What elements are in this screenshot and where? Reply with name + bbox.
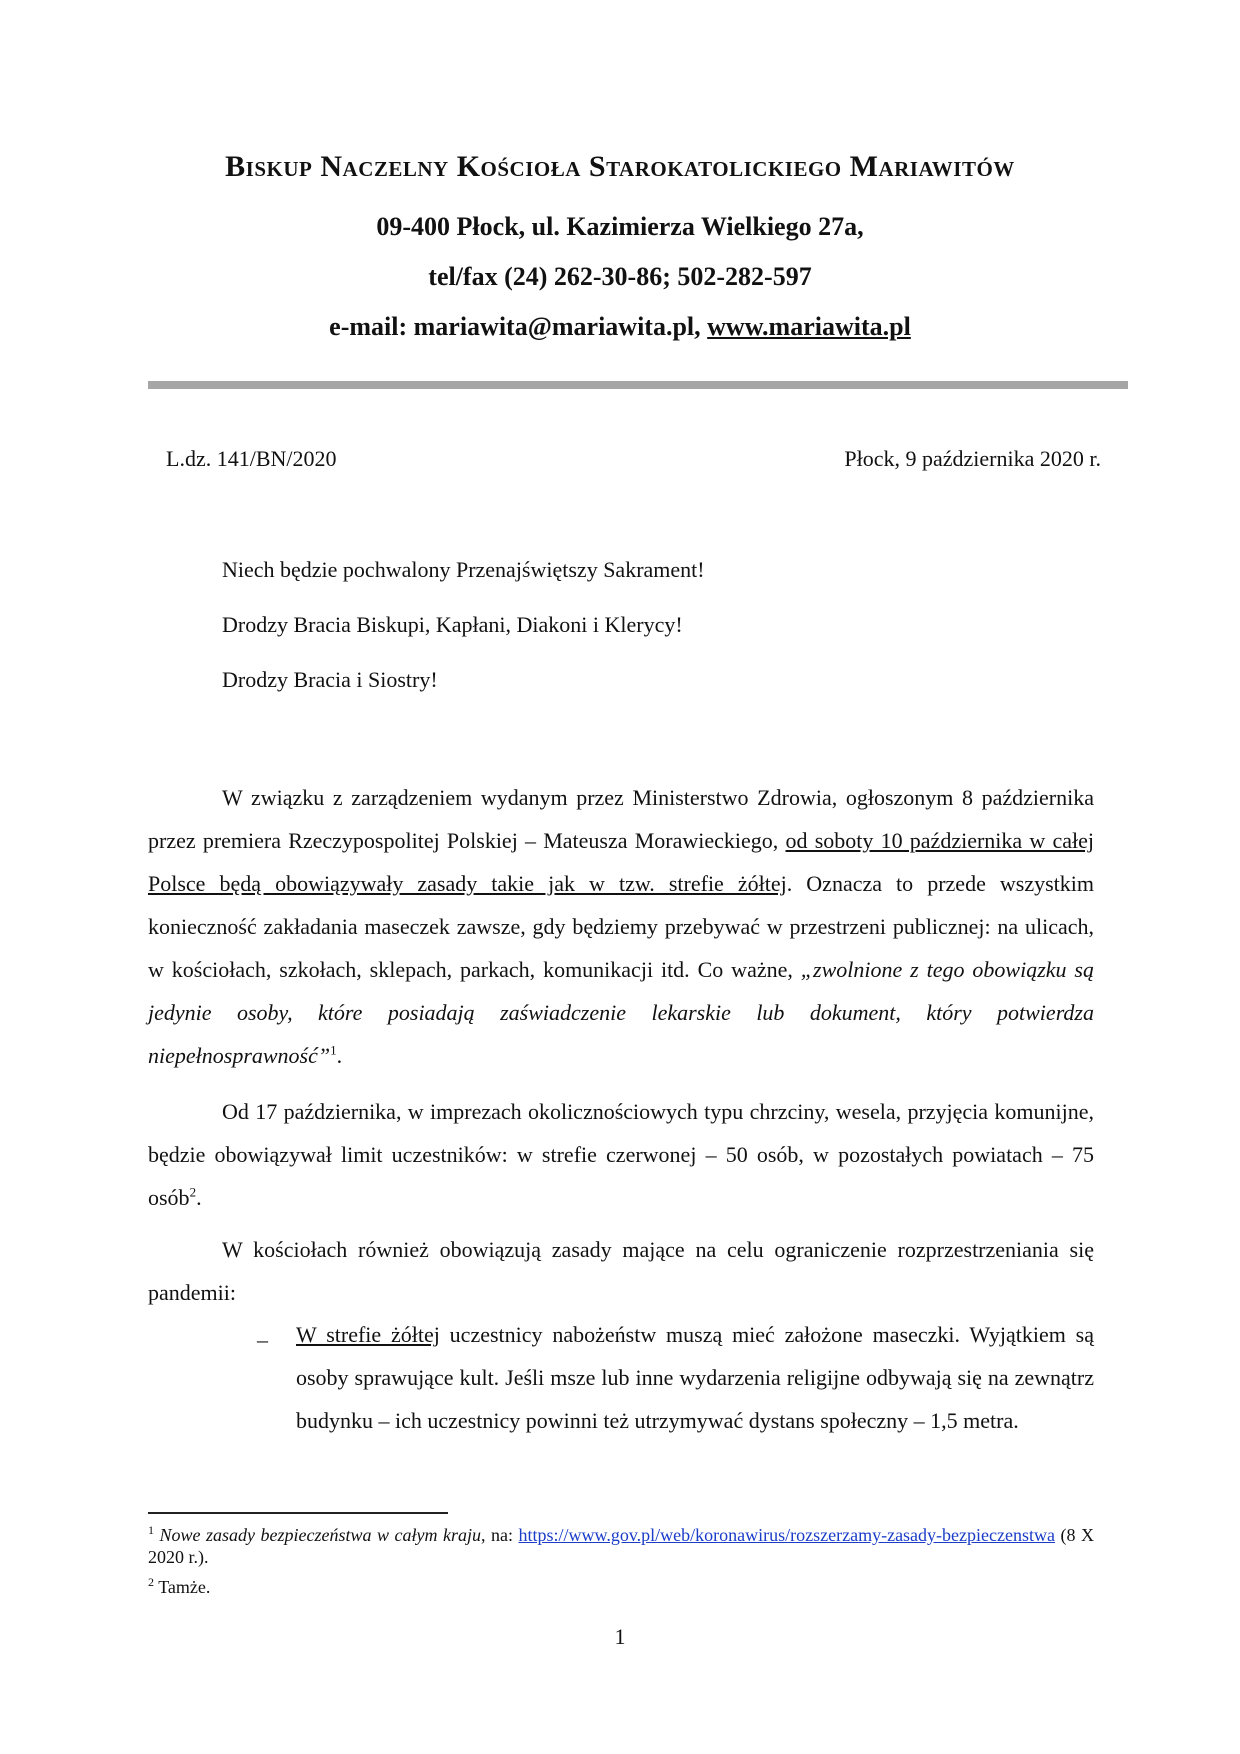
footnote-number: 1 (148, 1523, 154, 1537)
website-link[interactable]: www.mariawita.pl (707, 312, 911, 341)
paragraph-text: . Oznacza to przede wszystkim konieczność zakładania maseczek zawsze, gdy będziemy przebywać w przestrzeni publicznej: na ulicach, w kościołach, szkołach, sklepach, parkach, komunikacji itd. Co ważne, (148, 871, 1094, 982)
footnote-text: (8 X 2020 r.). (148, 1525, 1094, 1567)
list-bullet: – (257, 1327, 268, 1352)
reference-number: L.dz. 141/BN/2020 (166, 446, 337, 471)
header-divider (148, 381, 1128, 389)
greeting-line: Drodzy Bracia i Siostry! (222, 667, 438, 692)
footnote-text: Tamże. (158, 1577, 211, 1597)
greeting-line: Drodzy Bracia Biskupi, Kapłani, Diakoni i Klerycy! (222, 612, 683, 637)
body-paragraph (148, 1090, 1094, 1219)
list-item (296, 1313, 1094, 1442)
page-number: 1 (614, 1624, 626, 1649)
quoted-text: „zwolnione z tego obowiązku są jedynie osoby, które posiadają zaświadczenie lekarskie lub dokument, który potwierdza niepełnosprawność” (148, 957, 1094, 1068)
paragraph-end: . (336, 1043, 343, 1068)
footnote-link[interactable]: https://www.gov.pl/web/koronawirus/rozszerzamy-zasady-bezpieczenstwa (518, 1525, 1055, 1545)
paragraph-text: W związku z zarządzeniem wydanym przez Ministerstwo Zdrowia, ogłoszonym 8 października przez premiera Rzeczypospolitej Polskiej – Mateusza Morawieckiego, (148, 785, 1094, 853)
list-item-text: uczestnicy nabożeństw muszą mieć założone maseczki. Wyjątkiem są osoby sprawujące kult. Jeśli msze lub inne wydarzenia religijne odbywają się na zewnątrz budynku – ich uczestnicy powinni też utrzymywać dystans społeczny – 1,5 metra. (296, 1322, 1094, 1433)
greeting-line: Niech będzie pochwalony Przenajświętszy Sakrament! (222, 557, 705, 582)
footnote (148, 1524, 1094, 1568)
underlined-text: od soboty 10 października w całej Polsce będą obowiązywały zasady takie jak w tzw. strefie żółtej (148, 828, 1094, 896)
footnote (148, 1576, 1094, 1598)
letter-date: Płock, 9 października 2020 r. (844, 446, 1101, 471)
letterhead-phone: tel/fax (24) 262-30-86; 502-282-597 (428, 262, 812, 291)
underlined-text: W strefie żółtej (296, 1322, 440, 1347)
email-label: e-mail: mariawita@mariawita.pl, (329, 312, 708, 341)
body-paragraph (148, 776, 1094, 1077)
footnote-reference[interactable]: 2 (189, 1184, 197, 1200)
footnote-divider (148, 1512, 448, 1514)
footnote-text: , na: (481, 1525, 519, 1545)
footnote-title: Nowe zasady bezpieczeństwa w całym kraju (159, 1525, 481, 1545)
letterhead-email-line (0, 312, 1240, 342)
footnote-number: 2 (148, 1575, 154, 1589)
footnote-reference[interactable]: 1 (330, 1042, 337, 1058)
paragraph-text: Od 17 października, w imprezach okolicznościowych typu chrzciny, wesela, przyjęcia komunijne, będzie obowiązywał limit uczestników: w strefie czerwonej – 50 osób, w pozostałych powiatach – 75 osób (148, 1099, 1094, 1210)
letterhead-address: 09-400 Płock, ul. Kazimierza Wielkiego 27a, (376, 212, 864, 241)
letterhead-title: Biskup Naczelny Kościoła Starokatolickiego Mariawitów (225, 150, 1015, 183)
body-paragraph: W kościołach również obowiązują zasady mające na celu ograniczenie rozprzestrzeniania się pandemii: (148, 1237, 1094, 1305)
paragraph-end: . (196, 1185, 202, 1210)
